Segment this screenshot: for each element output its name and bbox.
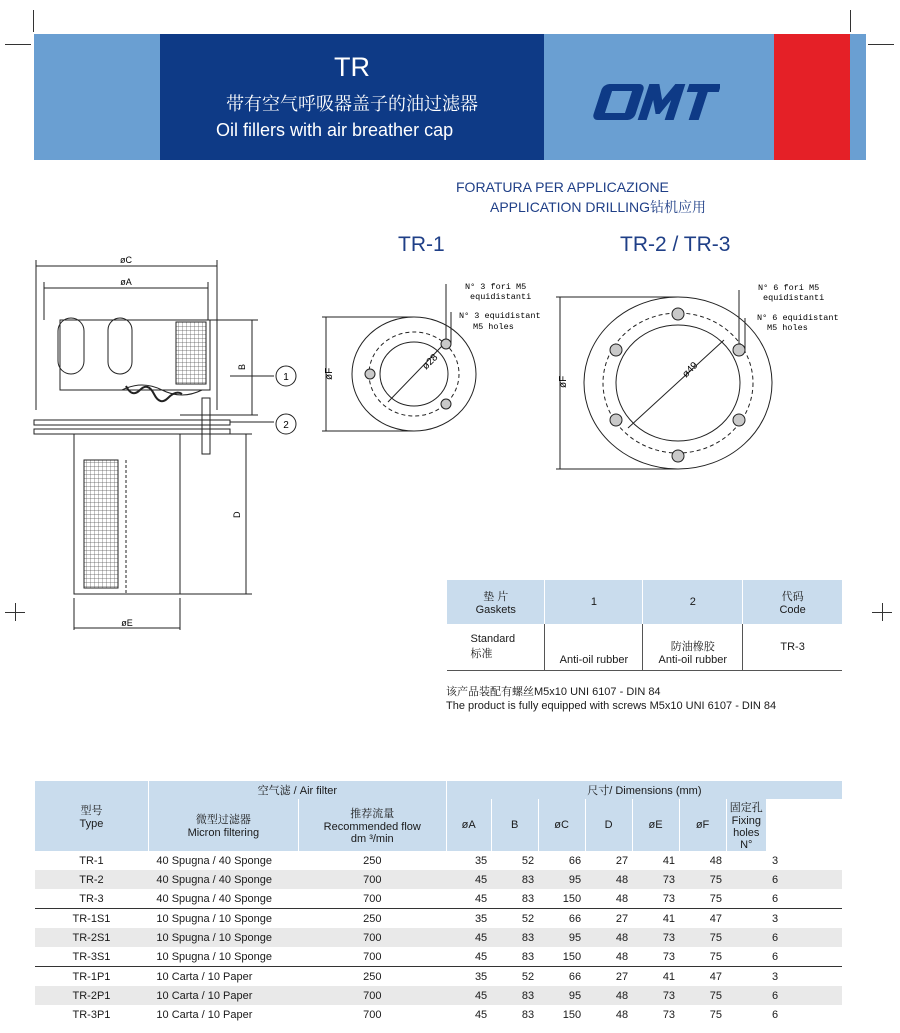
flange-outline <box>584 297 772 469</box>
col-c-header: øC <box>538 799 585 851</box>
c-cell: 95 <box>538 870 585 889</box>
omt-logo <box>592 82 720 122</box>
gasket-row: Standard 标准 Anti-oil rubber 防油橡胶 Anti-oil rubber TR-3 <box>447 624 843 671</box>
micron-cell: 10 Carta / 10 Paper <box>148 986 298 1005</box>
type-cell: TR-2P1 <box>35 986 149 1005</box>
flow-cell: 700 <box>363 1008 382 1021</box>
c-cell: 150 <box>562 892 582 905</box>
type-cell: TR-1 <box>79 854 104 867</box>
col-a-header: øA <box>446 799 491 851</box>
dim-diameter-label: ø49 <box>680 360 701 381</box>
e-cell: 73 <box>662 950 676 963</box>
crop-mark <box>5 44 31 45</box>
note-english-2: M5 holes <box>767 323 808 333</box>
empty-cell <box>726 851 766 870</box>
fixing-holes-header: 固定孔 Fixing holes N° <box>726 799 766 851</box>
f-cell: 47 <box>679 967 726 987</box>
tr23-drilling-drawing <box>546 278 846 482</box>
dim-a-label: øA <box>120 277 132 287</box>
f-cell: 75 <box>679 986 726 1005</box>
screw-note-chinese: 该产品装配有螺丝M5x10 UNI 6107 - DIN 84 <box>446 686 661 698</box>
table-row <box>35 928 843 947</box>
d-cell: 48 <box>585 870 632 889</box>
table-row <box>35 870 843 889</box>
tr23-label: TR-2 / TR-3 <box>620 233 731 256</box>
flow-cell: 700 <box>298 870 446 889</box>
b-cell: 52 <box>491 967 538 987</box>
empty-cell <box>726 967 766 987</box>
callout-2-label: 2 <box>283 420 289 431</box>
type-cell: TR-1P1 <box>35 967 149 987</box>
header-band-edge <box>850 34 866 160</box>
note-italian-1: N° 3 fori M5 <box>465 282 527 292</box>
table-row <box>35 909 843 929</box>
col-b-header: B <box>491 799 538 851</box>
f-cell: 48 <box>709 854 723 867</box>
fixing-holes-cell: 3 <box>772 854 779 867</box>
flow-cell: 700 <box>363 950 382 963</box>
b-cell: 83 <box>521 950 535 963</box>
crop-mark <box>15 603 16 621</box>
hole <box>610 344 622 356</box>
fixing-holes-cell: 6 <box>766 986 842 1005</box>
callout-1-label: 1 <box>283 372 289 383</box>
note-english-1: N° 6 equidistant <box>757 313 839 323</box>
a-cell: 35 <box>474 854 488 867</box>
e-cell: 73 <box>632 870 679 889</box>
a-cell: 45 <box>446 870 491 889</box>
b-cell: 52 <box>491 909 538 929</box>
dim-f-label: øF <box>558 375 569 388</box>
col-d-header: D <box>585 799 632 851</box>
f-cell: 75 <box>709 950 723 963</box>
b-cell: 83 <box>521 1008 535 1021</box>
dim-f-label: øF <box>324 367 335 380</box>
table-row <box>35 967 843 987</box>
section-drawing <box>30 250 306 630</box>
chain-detail <box>126 386 182 401</box>
breather-mesh <box>176 322 206 384</box>
type-cell: TR-3 <box>79 892 104 905</box>
hole <box>733 344 745 356</box>
crop-mark <box>33 10 34 32</box>
type-cell: TR-3S1 <box>72 950 111 963</box>
title-english: Oil fillers with air breather cap <box>216 120 454 140</box>
type-cell: TR-3P1 <box>72 1008 111 1021</box>
flange-plate <box>34 420 230 425</box>
c-cell: 66 <box>538 967 585 987</box>
e-cell: 41 <box>662 854 676 867</box>
gasket-header: 垫 片 Gaskets <box>447 580 545 624</box>
dim-d-label: D <box>232 511 242 518</box>
d-cell: 48 <box>615 950 629 963</box>
gasket-header: 1 <box>545 580 643 624</box>
b-cell: 83 <box>491 870 538 889</box>
a-cell: 45 <box>474 1008 488 1021</box>
d-cell: 27 <box>585 909 632 929</box>
bore-outline <box>380 342 448 406</box>
b-cell: 83 <box>491 986 538 1005</box>
type-header: 型号 Type <box>35 781 149 851</box>
flow-cell: 700 <box>298 986 446 1005</box>
flow-cell: 250 <box>298 967 446 987</box>
note-italian-2: equidistanti <box>763 293 825 303</box>
col-f-header: øF <box>679 799 726 851</box>
table-row <box>35 851 843 870</box>
fixing-holes-cell: 6 <box>772 1008 779 1021</box>
dimensions-header: 尺寸/ Dimensions (mm) <box>446 781 842 799</box>
header-band-left <box>34 34 160 160</box>
flow-cell: 250 <box>363 854 382 867</box>
gasket-header: 代码 Code <box>743 580 842 624</box>
product-table <box>34 781 842 1024</box>
e-cell: 73 <box>632 986 679 1005</box>
d-cell: 48 <box>585 928 632 947</box>
title-chinese: 带有空气呼吸器盖子的油过滤器 <box>226 94 478 114</box>
dim-b-label: B <box>237 363 247 370</box>
empty-cell <box>726 1005 766 1024</box>
d-cell: 48 <box>585 986 632 1005</box>
note-italian-2: equidistanti <box>470 292 532 302</box>
tr1-drilling-drawing <box>318 278 558 468</box>
empty-cell <box>726 889 766 909</box>
f-cell: 75 <box>709 1008 723 1021</box>
table-row <box>35 947 843 967</box>
micron-cell: 10 Spugna / 10 Sponge <box>156 950 273 963</box>
micron-cell: 10 Carta / 10 Paper <box>156 1008 253 1021</box>
air-filter-header: 空气滤 / Air filter <box>148 781 446 799</box>
c-cell: 95 <box>538 928 585 947</box>
f-cell: 75 <box>679 928 726 947</box>
micron-cell: 40 Spugna / 40 Sponge <box>148 870 298 889</box>
a-cell: 45 <box>446 986 491 1005</box>
d-cell: 48 <box>615 892 629 905</box>
micron-cell: 10 Carta / 10 Paper <box>148 967 298 987</box>
drilling-title-italian: FORATURA PER APPLICAZIONE <box>456 179 669 195</box>
product-table-body <box>35 851 843 1024</box>
drilling-title-english: APPLICATION DRILLING钻机应用 <box>490 199 707 215</box>
flow-header: 推荐流量 Recommended flow dm ³/min <box>298 799 446 851</box>
table-row <box>35 986 843 1005</box>
crop-mark <box>850 10 851 32</box>
c-cell: 66 <box>568 854 582 867</box>
col-e-header: øE <box>632 799 679 851</box>
c-cell: 150 <box>562 950 582 963</box>
fixing-holes-cell: 3 <box>766 909 842 929</box>
a-cell: 45 <box>446 928 491 947</box>
empty-cell <box>726 986 766 1005</box>
type-cell: TR-2S1 <box>35 928 149 947</box>
gasket-header: 2 <box>643 580 743 624</box>
diameter-line <box>628 340 724 428</box>
e-cell: 73 <box>662 892 676 905</box>
bolt-circle <box>603 313 753 453</box>
empty-cell <box>726 928 766 947</box>
c-cell: 66 <box>538 909 585 929</box>
c-cell: 150 <box>562 1008 582 1021</box>
note-italian-1: N° 6 fori M5 <box>758 283 820 293</box>
filter-mesh <box>84 460 118 588</box>
micron-header: 微型过滤器 Micron filtering <box>148 799 298 851</box>
empty-cell <box>726 870 766 889</box>
fixing-holes-cell: 6 <box>772 950 779 963</box>
cap-slot <box>58 318 84 374</box>
dim-e-label: øE <box>121 618 133 628</box>
header-accent-red <box>774 34 850 160</box>
fixing-holes-cell: 6 <box>766 928 842 947</box>
d-cell: 27 <box>615 854 629 867</box>
tr1-label: TR-1 <box>398 233 445 256</box>
c-cell: 95 <box>538 986 585 1005</box>
note-english-2: M5 holes <box>473 322 514 332</box>
a-cell: 35 <box>446 967 491 987</box>
f-cell: 75 <box>709 892 723 905</box>
f-cell: 47 <box>679 909 726 929</box>
d-cell: 48 <box>615 1008 629 1021</box>
hole <box>733 414 745 426</box>
flow-cell: 700 <box>298 928 446 947</box>
empty-cell <box>726 947 766 967</box>
gasket-table <box>446 580 842 671</box>
crop-mark <box>868 44 894 45</box>
type-cell: TR-2 <box>35 870 149 889</box>
b-cell: 52 <box>521 854 535 867</box>
table-row <box>35 889 843 909</box>
fixing-holes-cell: 6 <box>766 870 842 889</box>
crop-mark <box>882 603 883 621</box>
a-cell: 35 <box>446 909 491 929</box>
flow-cell: 700 <box>363 892 382 905</box>
fixing-holes-cell: 3 <box>766 967 842 987</box>
e-cell: 73 <box>632 928 679 947</box>
e-cell: 41 <box>632 967 679 987</box>
micron-cell: 10 Spugna / 10 Sponge <box>148 928 298 947</box>
dim-diameter-label: ø28 <box>420 352 441 373</box>
fixing-holes-cell: 6 <box>772 892 779 905</box>
flow-cell: 250 <box>298 909 446 929</box>
cap-slot <box>108 318 132 374</box>
e-cell: 41 <box>632 909 679 929</box>
hole <box>441 399 451 409</box>
empty-cell <box>726 909 766 929</box>
screw <box>202 398 210 454</box>
micron-cell: 40 Spugna / 40 Sponge <box>156 892 273 905</box>
d-cell: 27 <box>585 967 632 987</box>
screw-note-english: The product is fully equipped with screws M5x10 UNI 6107 - DIN 84 <box>446 700 777 712</box>
a-cell: 45 <box>474 892 488 905</box>
dim-c-label: øC <box>120 255 132 265</box>
e-cell: 73 <box>662 1008 676 1021</box>
b-cell: 83 <box>521 892 535 905</box>
micron-cell: 10 Spugna / 10 Sponge <box>148 909 298 929</box>
f-cell: 75 <box>679 870 726 889</box>
type-cell: TR-1S1 <box>35 909 149 929</box>
b-cell: 83 <box>491 928 538 947</box>
table-row <box>35 1005 843 1024</box>
a-cell: 45 <box>474 950 488 963</box>
flange-plate <box>34 429 230 434</box>
hole <box>672 450 684 462</box>
hole <box>365 369 375 379</box>
micron-cell: 40 Spugna / 40 Sponge <box>156 854 273 867</box>
note-english-1: N° 3 equidistant <box>459 311 541 321</box>
hole <box>441 339 451 349</box>
hole <box>672 308 684 320</box>
model-title: TR <box>334 52 370 82</box>
hole <box>610 414 622 426</box>
